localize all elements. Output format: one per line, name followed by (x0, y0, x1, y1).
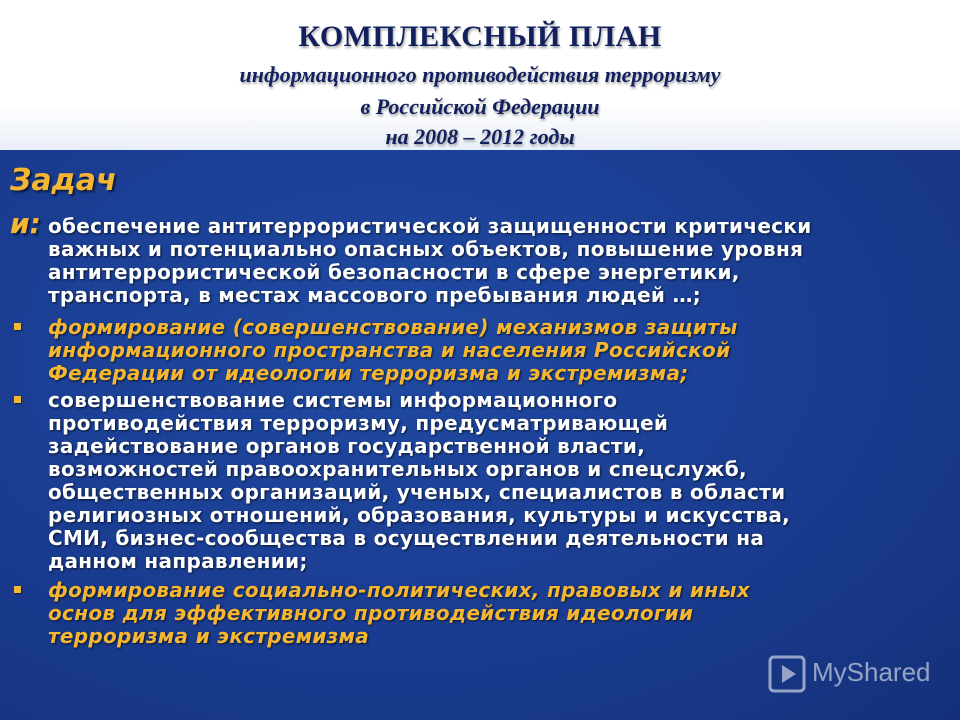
task-item-1 (48, 215, 948, 307)
bullet-icon (14, 323, 21, 330)
task-1-line: важных и потенциально опасных объектов, повышение уровня (48, 237, 804, 261)
task-1-line: обеспечение антитеррористической защищенности критически (48, 214, 812, 238)
task-3-line: общественных организаций, ученых, специалистов в области (48, 480, 786, 504)
task-3-line: задействование органов государственной власти, (48, 434, 646, 458)
bullet-icon (14, 586, 21, 593)
task-4-line: терроризма и экстремизма (48, 624, 370, 648)
task-3-line: возможностей правоохранительных органов и спецслужб, (48, 457, 747, 481)
task-3-line: СМИ, бизнес-сообщества в осуществлении деятельности на (48, 526, 765, 550)
task-2-line: Федерации от идеологии терроризма и экстремизма; (48, 361, 689, 385)
tasks-heading-suffix: и: (10, 207, 41, 240)
task-3-line: религиозных отношений, образования, культуры и искусства, (48, 503, 791, 527)
task-item-2 (48, 316, 948, 385)
slide-header (0, 0, 960, 150)
myshared-watermark (768, 653, 948, 693)
subtitle-line-2: в Российской Федерации (360, 94, 600, 119)
task-1-line: транспорта, в местах массового пребывания людей …; (48, 283, 702, 307)
task-3-line: противодействия терроризму, предусматривающей (48, 411, 669, 435)
task-3-line: совершенствование системы информационного (48, 388, 618, 412)
subtitle-line-1: информационного противодействия терроризму (239, 62, 721, 87)
watermark-text: MyShared (812, 657, 931, 687)
task-1-line: антитеррористической безопасности в сфере энергетики, (48, 260, 740, 284)
task-2-line: информационного пространства и населения Российской (48, 338, 731, 362)
task-item-3 (48, 389, 948, 573)
tasks-heading: Задач (10, 163, 117, 198)
task-2-line: формирование (совершенствование) механизмов защиты (48, 315, 738, 339)
task-item-4 (48, 579, 948, 648)
myshared-logo-icon (768, 655, 806, 693)
task-4-line: основ для эффективного противодействия идеологии (48, 601, 694, 625)
task-4-line: формирование социально-политических, правовых и иных (48, 578, 750, 602)
bullet-icon (14, 396, 21, 403)
subtitle-line-3: на 2008 – 2012 годы (385, 124, 575, 149)
task-3-line: данном направлении; (48, 549, 308, 573)
slide-title: КОМПЛЕКСНЫЙ ПЛАН (298, 20, 662, 53)
